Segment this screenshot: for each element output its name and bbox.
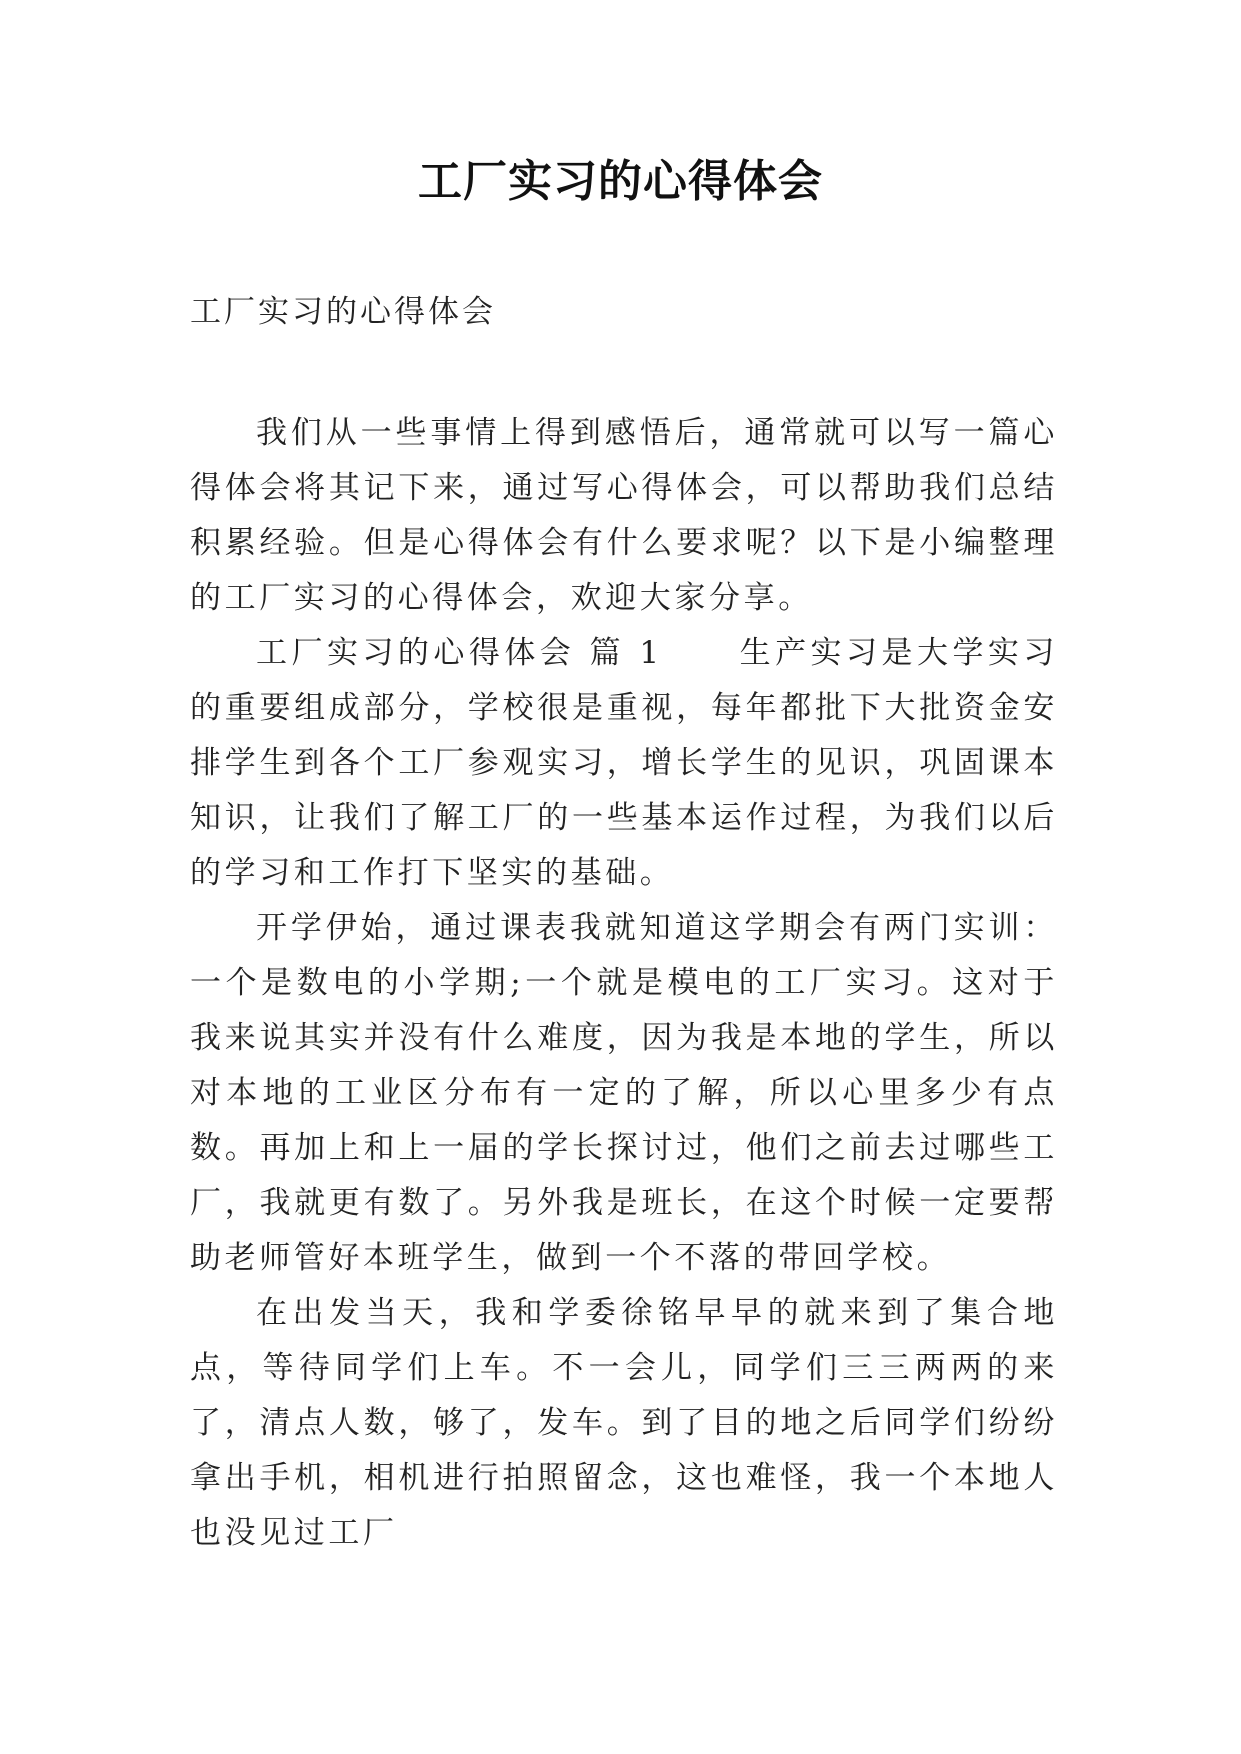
- document-subtitle: 工厂实习的心得体会: [190, 294, 496, 330]
- document-body: [190, 406, 1058, 1561]
- paragraph-text: 在出发当天，我和学委徐铭早早的就来到了集合地点，等待同学们上车。不一会儿，同学们三三两两的来了，清点人数，够了，发车。到了目的地之后同学们纷纷拿出手机，相机进行拍照留念，这也难怪，我一个本地人也没见过工厂: [190, 1295, 1058, 1551]
- paragraph-text: 我们从一些事情上得到感悟后，通常就可以写一篇心得体会将其记下来，通过写心得体会，可以帮助我们总结积累经验。但是心得体会有什么要求呢？以下是小编整理的工厂实习的心得体会，欢迎大家分享。: [190, 415, 1058, 616]
- paragraph-departure-day: [190, 1286, 1058, 1561]
- page-title: 工厂实习的心得体会: [418, 156, 823, 207]
- paragraph-section-1: [190, 626, 1058, 901]
- paragraph-semester-start: [190, 901, 1058, 1286]
- paragraph-text: 生产实习是大学实习的重要组成部分，学校很是重视，每年都批下大批资金安排学生到各个工厂参观实习，增长学生的见识，巩固课本知识，让我们了解工厂的一些基本运作过程，为我们以后的学习和工作打下坚实的基础。: [190, 635, 1059, 891]
- paragraph-text: 开学伊始，通过课表我就知道这学期会有两门实训：一个是数电的小学期;一个就是模电的工厂实习。这对于我来说其实并没有什么难度，因为我是本地的学生，所以对本地的工业区分布有一定的了解，所以心里多少有点数。再加上和上一届的学长探讨过，他们之前去过哪些工厂，我就更有数了。另外我是班长，在这个时候一定要帮助老师管好本班学生，做到一个不落的带回学校。: [190, 910, 1058, 1276]
- section-heading: 工厂实习的心得体会 篇 1: [256, 635, 663, 671]
- paragraph-intro: [190, 406, 1058, 626]
